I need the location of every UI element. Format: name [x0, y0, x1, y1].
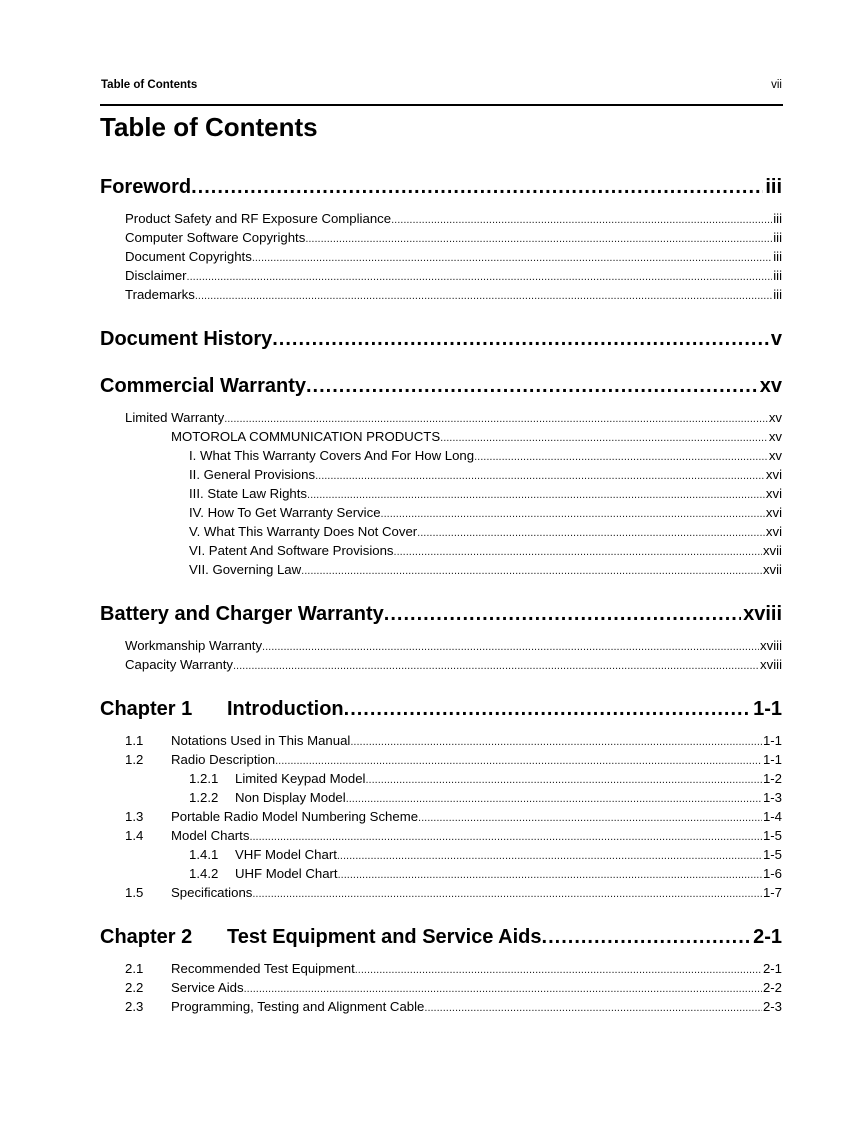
toc-entry[interactable] [100, 770, 782, 789]
toc-page-number: xvii [762, 562, 782, 577]
toc-heading-label: Battery and Charger Warranty [100, 603, 384, 625]
section-number: 1.4 [125, 828, 144, 843]
toc-entry-label: Trademarks [125, 287, 195, 302]
toc-page-number: xv [768, 448, 782, 463]
toc-page-number: 1-5 [762, 847, 782, 862]
toc-page-number: xviii [743, 603, 782, 625]
toc-section [100, 326, 782, 352]
toc-entry[interactable] [100, 229, 782, 248]
toc-entry-label: Non Display Model [235, 790, 346, 805]
toc-page-number: xv [768, 410, 782, 425]
dot-leader [381, 506, 765, 523]
section-number: 1.1 [125, 733, 144, 748]
toc-heading-label: Foreword [100, 176, 192, 198]
toc-entry[interactable] [100, 732, 782, 751]
dot-leader [272, 326, 769, 352]
toc-page-number: xviii [760, 657, 782, 672]
toc-page-number: v [770, 328, 782, 350]
toc-entry[interactable] [100, 409, 782, 428]
toc-page-number: iii [773, 211, 782, 226]
toc-page-number: 2-1 [762, 961, 782, 976]
toc-entry[interactable] [100, 561, 782, 580]
toc-section [100, 601, 782, 675]
section-number: 2.2 [125, 980, 144, 995]
toc-entry-label: Capacity Warranty [125, 657, 233, 672]
running-header-title: Table of Contents [101, 79, 198, 91]
toc-entry[interactable] [100, 998, 782, 1017]
section-number: 1.2.1 [189, 771, 219, 786]
dot-leader [244, 981, 762, 998]
toc-heading-entry[interactable] [100, 696, 782, 722]
toc-entry[interactable] [100, 827, 782, 846]
toc-entry[interactable] [100, 485, 782, 504]
toc-entry-label: VI. Patent And Software Provisions [189, 543, 394, 558]
section-number: 1.3 [125, 809, 144, 824]
dot-leader [306, 373, 758, 399]
dot-leader [365, 772, 761, 789]
toc-entry-label: Document Copyrights [125, 249, 252, 264]
header-rule [100, 104, 783, 106]
toc-heading-entry[interactable] [100, 326, 782, 352]
dot-leader [191, 174, 763, 200]
toc-page-number: 1-2 [762, 771, 782, 786]
section-number: 1.5 [125, 885, 144, 900]
toc-entry-label: Model Charts [171, 828, 250, 843]
toc-entry[interactable] [100, 979, 782, 998]
toc-page-number: 1-1 [753, 698, 782, 720]
toc-page-number: iii [773, 287, 782, 302]
toc-section [100, 924, 782, 1017]
toc-entry[interactable] [100, 808, 782, 827]
running-header-page-number: vii [771, 79, 782, 91]
section-number: 1.4.1 [189, 847, 219, 862]
toc-entry-label: Radio Description [171, 752, 276, 767]
toc-entry-label: III. State Law Rights [189, 486, 308, 501]
toc-entry-label: Portable Radio Model Numbering Scheme [171, 809, 419, 824]
toc-page-number: xv [768, 429, 782, 444]
toc-heading-entry[interactable] [100, 373, 782, 399]
section-number: 2.3 [125, 999, 144, 1014]
chapter-number: Chapter 2 [100, 926, 193, 948]
toc-entry[interactable] [100, 846, 782, 865]
toc-page-number: 1-4 [762, 809, 782, 824]
toc-entry[interactable] [100, 267, 782, 286]
toc-page-number: xvi [765, 505, 782, 520]
toc-entry[interactable] [100, 656, 782, 675]
dot-leader [224, 411, 768, 428]
dot-leader [337, 848, 762, 865]
dot-leader [424, 1000, 762, 1017]
toc-heading-entry[interactable] [100, 601, 782, 627]
toc-page-number: 1-5 [762, 828, 782, 843]
toc-page-number: xvi [765, 467, 782, 482]
toc-entry-label: V. What This Warranty Does Not Cover [189, 524, 418, 539]
toc-page-number: 1-1 [762, 733, 782, 748]
toc-entry-label: UHF Model Chart [235, 866, 338, 881]
dot-leader [252, 886, 762, 903]
toc-entry-label: Computer Software Copyrights [125, 230, 306, 245]
toc-page-number: xvi [765, 486, 782, 501]
toc-entry[interactable] [100, 428, 782, 447]
toc-page-number: iii [773, 268, 782, 283]
toc-entry[interactable] [100, 865, 782, 884]
toc-section [100, 373, 782, 580]
toc-entry-label: VHF Model Chart [235, 847, 337, 862]
toc-entry-label: Disclaimer [125, 268, 187, 283]
dot-leader [275, 753, 762, 770]
toc-page-number: 2-3 [762, 999, 782, 1014]
dot-leader [346, 791, 762, 808]
dot-leader [384, 601, 741, 627]
toc-page-number: 1-1 [762, 752, 782, 767]
toc-entry[interactable] [100, 789, 782, 808]
toc-entry-label: Programming, Testing and Alignment Cable [171, 999, 425, 1014]
dot-leader [338, 867, 762, 884]
toc-entry-label: Workmanship Warranty [125, 638, 263, 653]
toc-entry-label: II. General Provisions [189, 467, 316, 482]
dot-leader [417, 525, 765, 542]
toc-entry-label: VII. Governing Law [189, 562, 302, 577]
toc-heading-entry[interactable] [100, 174, 782, 200]
dot-leader [350, 734, 762, 751]
dot-leader [394, 544, 762, 561]
toc-page-number: iii [773, 249, 782, 264]
toc-section [100, 696, 782, 903]
section-number: 2.1 [125, 961, 144, 976]
toc-entry-label: IV. How To Get Warranty Service [189, 505, 381, 520]
dot-leader [474, 449, 768, 466]
toc-list [100, 174, 782, 1017]
dot-leader [418, 810, 762, 827]
toc-entry[interactable] [100, 248, 782, 267]
toc-page-number: 1-7 [762, 885, 782, 900]
dot-leader [391, 212, 772, 229]
dot-leader [301, 563, 762, 580]
toc-section [100, 174, 782, 305]
toc-entry[interactable] [100, 210, 782, 229]
dot-leader [315, 468, 765, 485]
toc-page-number: 1-3 [762, 790, 782, 805]
toc-page-number: xviii [760, 638, 782, 653]
dot-leader [195, 288, 772, 305]
toc-page-number: xvii [762, 543, 782, 558]
toc-page-number: xv [759, 375, 782, 397]
dot-leader [252, 250, 772, 267]
toc-entry[interactable] [100, 637, 782, 656]
toc-page-number: iii [765, 176, 782, 198]
toc-page-number: 2-1 [753, 926, 782, 948]
toc-entry[interactable] [100, 751, 782, 770]
toc-heading-entry[interactable] [100, 924, 782, 950]
toc-heading-label: Commercial Warranty [100, 375, 306, 397]
section-number: 1.2 [125, 752, 144, 767]
toc-page-number: iii [773, 230, 782, 245]
toc-page-number: 2-2 [762, 980, 782, 995]
toc-entry[interactable] [100, 960, 782, 979]
dot-leader [187, 269, 773, 286]
toc-entry-label: Product Safety and RF Exposure Compliance [125, 211, 392, 226]
running-header [101, 79, 782, 91]
dot-leader [542, 924, 752, 950]
toc-entry[interactable] [100, 466, 782, 485]
page-title: Table of Contents [100, 112, 318, 142]
chapter-number: Chapter 1 [100, 698, 193, 720]
toc-entry-label: Service Aids [171, 980, 244, 995]
section-number: 1.2.2 [189, 790, 219, 805]
dot-leader [344, 696, 751, 722]
toc-entry-label: Limited Warranty [125, 410, 225, 425]
dot-leader [307, 487, 765, 504]
toc-entry-label: Recommended Test Equipment [171, 961, 355, 976]
section-number: 1.4.2 [189, 866, 219, 881]
toc-entry-label: I. What This Warranty Covers And For How Long [189, 448, 475, 463]
toc-heading-label: Document History [100, 328, 273, 350]
dot-leader [249, 829, 762, 846]
toc-entry[interactable] [100, 286, 782, 305]
toc-page-number: 1-6 [762, 866, 782, 881]
toc-entry-label: MOTOROLA COMMUNICATION PRODUCTS [171, 429, 441, 444]
toc-entry-label: Notations Used in This Manual [171, 733, 351, 748]
toc-entry-label: Specifications [171, 885, 253, 900]
dot-leader [262, 639, 759, 656]
dot-leader [355, 962, 762, 979]
toc-entry[interactable] [100, 523, 782, 542]
toc-heading-label: Test Equipment and Service Aids [227, 926, 542, 948]
toc-entry[interactable] [100, 542, 782, 561]
dot-leader [440, 430, 768, 447]
dot-leader [233, 658, 759, 675]
toc-entry-label: Limited Keypad Model [235, 771, 366, 786]
toc-page-number: xvi [765, 524, 782, 539]
toc-heading-label: Introduction [227, 698, 344, 720]
toc-entry[interactable] [100, 504, 782, 523]
toc-entry[interactable] [100, 884, 782, 903]
dot-leader [305, 231, 772, 248]
toc-entry[interactable] [100, 447, 782, 466]
